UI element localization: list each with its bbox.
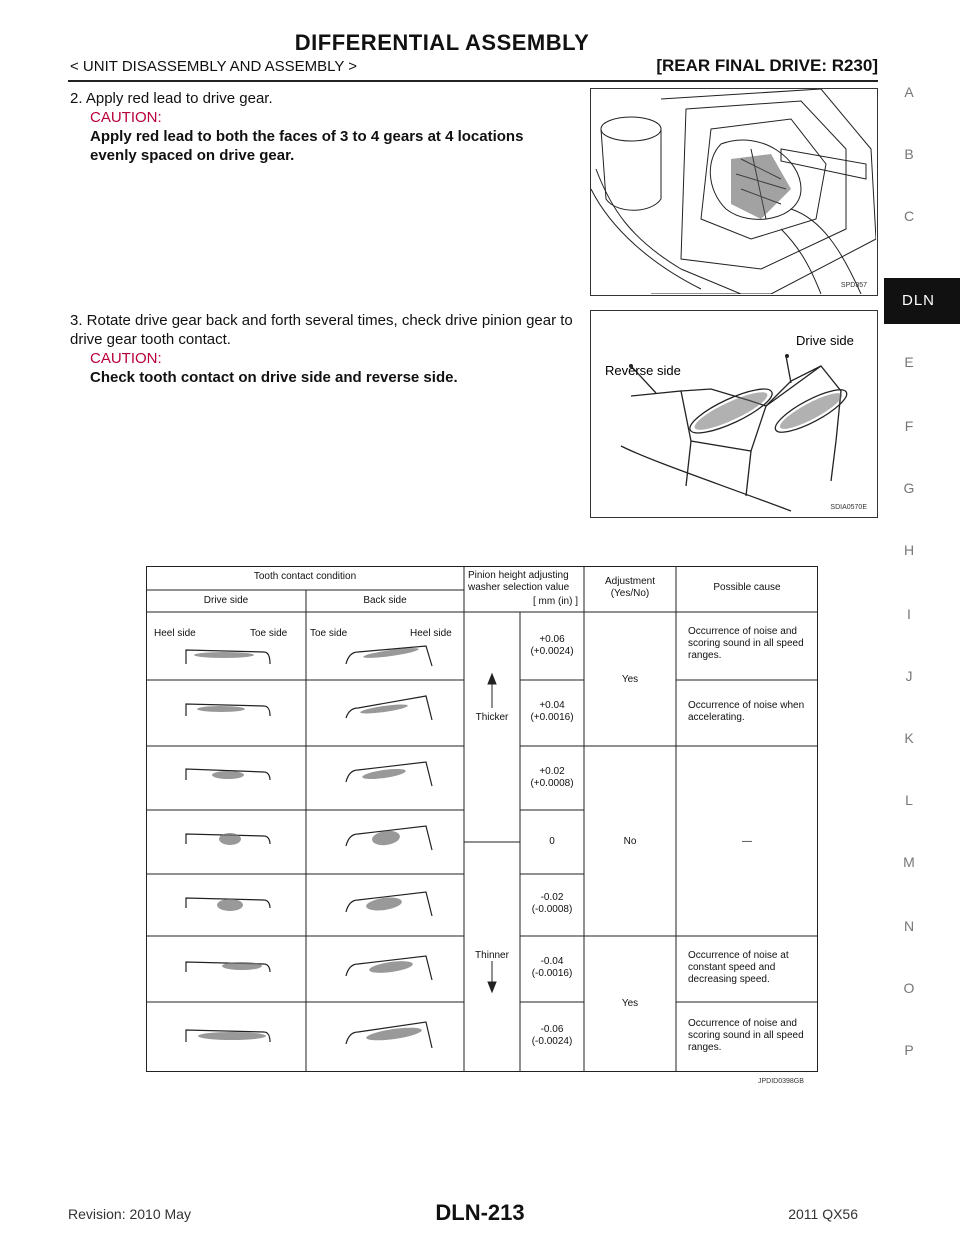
- header-adjustment: Adjustment (Yes/No): [604, 576, 656, 599]
- adjustment-no: No: [623, 836, 637, 847]
- step-text: 2. Apply red lead to drive gear.: [70, 90, 273, 107]
- index-letter-active[interactable]: DLN: [884, 278, 960, 324]
- header-rule: [68, 80, 878, 82]
- caution-text: Check tooth contact on drive side and reverse side.: [90, 369, 458, 386]
- cause-text: Occurrence of noise and scoring sound in all speed ranges.: [688, 626, 804, 661]
- figure-code: SDIA0570E: [830, 504, 867, 511]
- label-thinner: Thinner: [475, 950, 509, 961]
- cause-none: —: [742, 836, 752, 847]
- index-letter-l[interactable]: L: [905, 792, 913, 808]
- revision-label: Revision: 2010 May: [68, 1206, 191, 1222]
- tooth-contact-table: [146, 566, 818, 1072]
- header-washer-unit: [ mm (in) ]: [533, 596, 578, 607]
- caution-label: CAUTION:: [90, 350, 162, 367]
- step-check-tooth-contact: [70, 311, 580, 387]
- header-washer: Pinion height adjusting washer selection value: [468, 570, 570, 593]
- header-possible-cause: Possible cause: [713, 582, 781, 593]
- index-letter-g[interactable]: G: [903, 480, 915, 496]
- index-letter-c[interactable]: C: [903, 208, 915, 224]
- index-letter-a[interactable]: A: [904, 84, 914, 100]
- index-letter-e[interactable]: E: [904, 354, 914, 370]
- figure-apply-red-lead: [590, 88, 878, 296]
- header-tooth-contact: Tooth contact condition: [253, 571, 357, 582]
- header-drive-side: Drive side: [203, 595, 249, 606]
- index-letter-m[interactable]: M: [903, 854, 915, 870]
- washer-value: +0.04 (+0.0016): [530, 700, 574, 723]
- drive-side-label: Drive side: [796, 333, 854, 348]
- cause-text: Occurrence of noise at constant speed and decreasing speed.: [688, 950, 789, 985]
- washer-value: +0.06 (+0.0024): [530, 634, 574, 657]
- index-letter-p[interactable]: P: [904, 1042, 914, 1058]
- page-title: DIFFERENTIAL ASSEMBLY: [294, 30, 590, 55]
- washer-value: -0.02 (-0.0008): [531, 892, 573, 915]
- label-toe-side: Toe side: [250, 628, 288, 639]
- adjustment-yes: Yes: [621, 998, 639, 1009]
- index-letter-h[interactable]: H: [903, 542, 915, 558]
- page-number: DLN-213: [435, 1200, 525, 1225]
- index-letter-b[interactable]: B: [904, 146, 914, 162]
- table-figure-code: JPDID0398GB: [758, 1078, 804, 1085]
- washer-value: 0: [549, 836, 555, 847]
- figure-tooth-sides: [590, 310, 878, 518]
- header-back-side: Back side: [363, 595, 407, 606]
- label-heel-side: Heel side: [154, 628, 196, 639]
- step-text: 3. Rotate drive gear back and forth several times, check drive pinion gear to drive gear tooth contact.: [70, 312, 573, 348]
- caution-label: CAUTION:: [90, 109, 162, 126]
- cause-text: Occurrence of noise when accelerating.: [688, 700, 805, 723]
- caution-text: Apply red lead to both the faces of 3 to 4 gears at 4 locations evenly spaced on drive gear.: [90, 128, 524, 164]
- figure-code: SPD357: [840, 282, 867, 289]
- index-letter-j[interactable]: J: [905, 668, 913, 684]
- model-label: [REAR FINAL DRIVE: R230]: [656, 56, 878, 75]
- washer-value: -0.04 (-0.0016): [531, 956, 573, 979]
- step-apply-red-lead: [70, 89, 570, 165]
- washer-value: +0.02 (+0.0008): [530, 766, 574, 789]
- cause-text: Occurrence of noise and scoring sound in all speed ranges.: [688, 1018, 804, 1053]
- label-heel-side: Heel side: [410, 628, 452, 639]
- adjustment-yes: Yes: [621, 674, 639, 685]
- label-toe-side: Toe side: [310, 628, 348, 639]
- index-letter-f[interactable]: F: [904, 418, 914, 434]
- red-lead-illustration: [591, 89, 876, 294]
- index-letter-i[interactable]: I: [907, 606, 911, 622]
- washer-value: -0.06 (-0.0024): [531, 1024, 573, 1047]
- index-letter-n[interactable]: N: [903, 918, 915, 934]
- label-thicker: Thicker: [475, 712, 509, 723]
- section-label: < UNIT DISASSEMBLY AND ASSEMBLY >: [70, 58, 358, 75]
- index-letter-o[interactable]: O: [903, 980, 915, 996]
- index-letter-k[interactable]: K: [904, 730, 914, 746]
- tooth-sides-illustration: [591, 311, 876, 516]
- vehicle-label: 2011 QX56: [788, 1206, 858, 1222]
- reverse-side-label: Reverse side: [605, 363, 681, 378]
